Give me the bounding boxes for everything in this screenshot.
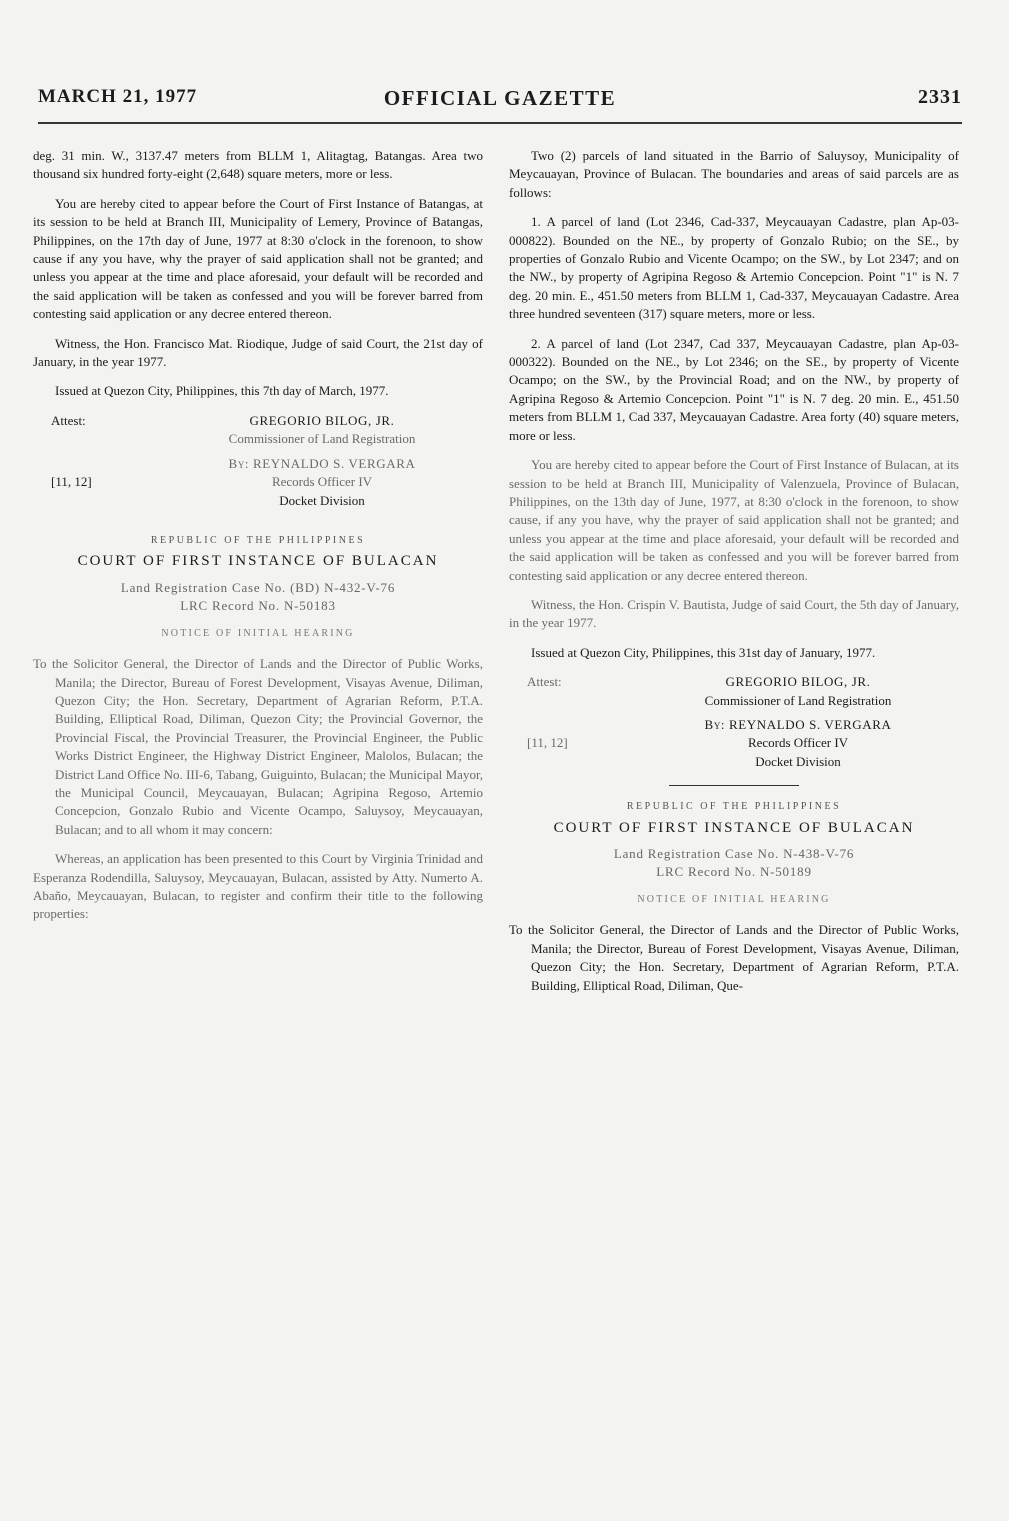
publication-title: OFFICIAL GAZETTE xyxy=(383,86,617,110)
officer-name: By: REYNALDO S. VERGARA xyxy=(228,455,416,471)
paragraph: Two (2) parcels of land situated in the Barrio of Saluysoy, Municipality of Meycauayan, Province of Bulacan. The boundaries and areas of said parcels are as follows: xyxy=(509,148,959,200)
republic-heading: REPUBLIC OF THE PHILIPPINES xyxy=(626,801,842,813)
addressees: To the Solicitor General, the Director of Lands and the Director of Public Works, Manila; the Director, Bureau of Forest Development, Visayas Avenue, Diliman, Quezon City; the Hon. Secretary, Department of Agrarian Reform, P.T.A. Building, Elliptical Road, Diliman, Que- xyxy=(509,922,959,993)
court-heading: COURT OF FIRST INSTANCE OF BULACAN xyxy=(553,819,915,836)
republic-heading: REPUBLIC OF THE PHILIPPINES xyxy=(150,534,366,546)
lrc-record-number: LRC Record No. N-50183 xyxy=(180,597,336,613)
addressees: To the Solicitor General, the Director of Lands and the Director of Public Works, Manila; the Director, Bureau of Forest Development, Visayas Avenue, Diliman, Quezon City; the Hon. Secretary, Department of Agrarian Reform, P.T.A. Building, Elliptical Road, Diliman, Quezon City; the Provincial Governor, the Provincial Fiscal, the Provincial Treasurer, the Provincial Engineer, the Public Works District Engineer, the Highway District Engineer, Malolos, Bulacan; the District Land Office No. III-6, Tabang, Guiguinto, Bulacan; the Municipal Mayor, the Municipal Council, Meycauayan, Bulacan; Agripina Regoso, Artemio Concepcion, Gonzalo Rubio and Vicente Ocampo, Saluysoy, Meycauayan, Bulacan; and to all whom it may concern: xyxy=(33,656,483,837)
attestation-block xyxy=(33,412,483,449)
officer-title: Records Officer IV xyxy=(271,474,373,490)
officer-division: Docket Division xyxy=(755,753,841,769)
issue-reference: [11, 12] xyxy=(51,474,92,490)
paragraph: 2. A parcel of land (Lot 2347, Cad 337, Meycauayan Cadastre, plan Ap-03-000322). Bounded on the NE., by Lot 2346; on the SE., by property of Vicente Ocampo; on the SW., by the Provincial Road; and on the NW., by property of Agripina Regoso & Artemio Concepcion. Point "1" is N. 7 deg. 20 min. E., 451.50 meters from BLLM 1, Cad 337, Meycauayan Cadastre. Area forty (40) square meters, more or less. xyxy=(509,335,959,443)
page-number: 2331 xyxy=(918,86,962,108)
signatory-title: Commissioner of Land Registration xyxy=(704,692,892,708)
attest-label: Attest: xyxy=(527,674,562,690)
case-number: Land Registration Case No. N-438-V-76 xyxy=(613,846,855,861)
officer-division: Docket Division xyxy=(279,492,365,508)
section-divider xyxy=(669,785,799,786)
signatory-title: Commissioner of Land Registration xyxy=(228,431,416,447)
notice-heading: NOTICE OF INITIAL HEARING xyxy=(637,894,831,905)
case-number: Land Registration Case No. (BD) N-432-V-76 xyxy=(120,579,396,595)
header-rule xyxy=(38,122,962,124)
officer-name: By: REYNALDO S. VERGARA xyxy=(704,716,892,732)
paragraph: You are hereby cited to appear before the Court of First Instance of Batangas, at its session to be held at Branch III, Municipality of Lemery, Province of Batangas, Philippines, on the 17th day of June, 1977 at 8:30 o'clock in the forenoon, to show cause if any you have, why the prayer of said application shall not be granted; and unless you appear at the time and place aforesaid, your default will be recorded and the said application will be taken as confessed and you will be forever barred from contesting said application or any decree entered thereon. xyxy=(33,195,483,322)
lrc-record-number: LRC Record No. N-50189 xyxy=(656,864,812,879)
records-officer-block xyxy=(509,716,959,771)
signatory-name: GREGORIO BILOG, JR. xyxy=(725,674,871,690)
paragraph: Witness, the Hon. Francisco Mat. Riodique, Judge of said Court, the 21st day of January, in the year 1977. xyxy=(33,335,483,370)
signatory-name: GREGORIO BILOG, JR. xyxy=(249,412,395,428)
paragraph: 1. A parcel of land (Lot 2346, Cad-337, Meycauayan Cadastre, plan Ap-03-000822). Bounded on the NE., by property of Gonzalo Rubio; on the SE., by properties of Gonzalo Rubio and Vicente Ocampo; on the SW., by Lot 2347; and on the NW., by property of Agripina Regoso & Artemio Concepcion. Point "1" is N. 7 deg. 20 min. E., 451.50 meters from BLLM 1, Cad-337, Meycauayan Cadastre. Area three hundred seventeen (317) square meters, more or less. xyxy=(509,214,959,322)
court-heading: COURT OF FIRST INSTANCE OF BULACAN xyxy=(77,553,439,570)
attestation-block xyxy=(509,673,959,710)
records-officer xyxy=(637,716,959,771)
issue-date: MARCH 21, 1977 xyxy=(38,86,198,107)
records-officer-block xyxy=(33,455,483,510)
officer-title: Records Officer IV xyxy=(747,735,849,751)
attest-label: Attest: xyxy=(51,412,86,428)
paragraph: Issued at Quezon City, Philippines, this 31st day of January, 1977. xyxy=(531,644,876,660)
notice-heading: NOTICE OF INITIAL HEARING xyxy=(161,627,355,639)
signatory xyxy=(161,412,483,449)
records-officer xyxy=(161,455,483,510)
issue-reference: [11, 12] xyxy=(527,735,568,751)
signatory xyxy=(637,673,959,710)
paragraph: deg. 31 min. W., 3137.47 meters from BLLM 1, Alitagtag, Batangas. Area two thousand six hundred forty-eight (2,648) square meters, more or less. xyxy=(33,148,483,182)
paragraph: Witness, the Hon. Crispin V. Bautista, Judge of said Court, the 5th day of January, in the year 1977. xyxy=(509,596,959,631)
paragraph: Issued at Quezon City, Philippines, this 7th day of March, 1977. xyxy=(55,383,389,399)
left-column xyxy=(33,147,483,935)
page-header xyxy=(38,86,962,116)
paragraph: Whereas, an application has been presented to this Court by Virginia Trinidad and Esperanza Rodendilla, Saluysoy, Meycauayan, Bulacan, assisted by Atty. Numerto A. Abaño, Meycauayan, Bulacan, to register and confirm their title to the following properties: xyxy=(33,851,483,922)
right-column xyxy=(509,147,959,1006)
paragraph: You are hereby cited to appear before the Court of First Instance of Bulacan, at its session to be held at Branch III, Municipality of Valenzuela, Province of Bulacan, Philippines, on the 13th day of June, 1977, at 8:30 o'clock in the forenoon, to show cause, if any you have, why the prayer of said application shall not be granted; and unless you appear at the time and place aforesaid, your default will be recorded and the said application will be taken as confessed and you will be forever barred from contesting said application or any decree entered thereon. xyxy=(509,457,959,583)
